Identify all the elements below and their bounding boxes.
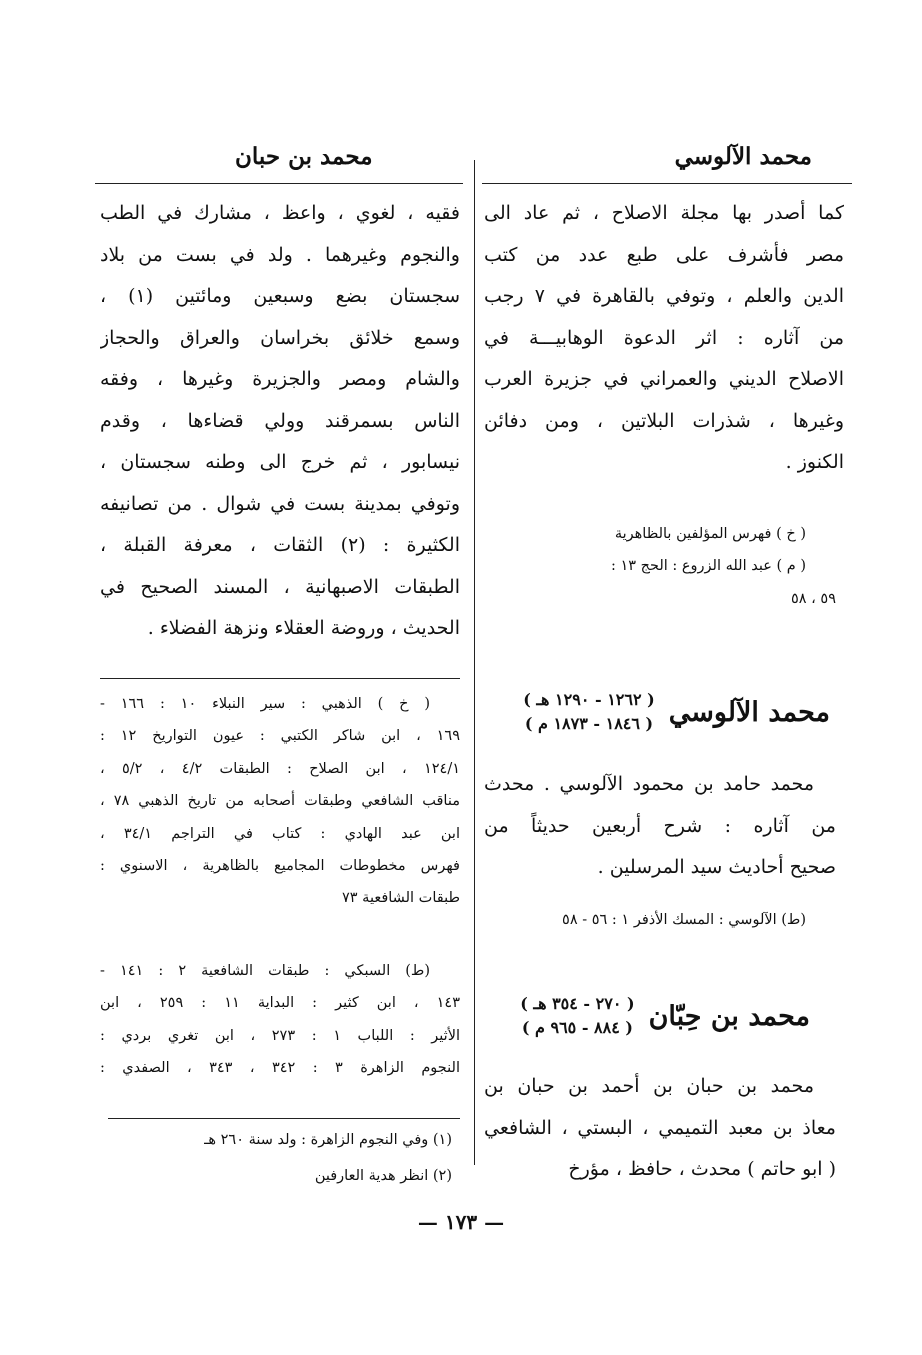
entry-body <box>484 764 836 889</box>
body-line: محمد حامد بن محمود الآلوسي . محدث <box>484 773 814 795</box>
entry-separator-left <box>100 678 460 679</box>
body-line: ( ابو حاتم ) محدث ، حافظ ، مؤرخ <box>568 1158 836 1180</box>
citation-line: طبقات الشافعية ٧٣ <box>342 890 460 907</box>
citation-line: (ط) الآلوسي : المسك الأذفر ١ : ٥٦ - ٥٨ <box>562 912 806 928</box>
dates-hijri: ( ٢٧٠ - ٣٥٤ هـ ) <box>520 994 635 1013</box>
body-line: صحيح أحاديث سيد المرسلين . <box>597 856 836 878</box>
left-citations-1 <box>100 688 460 915</box>
body-line: الطبقات الاصبهانية ، المسند الصحيح في <box>100 575 460 598</box>
left-citations-2 <box>100 955 460 1085</box>
citation-line: الأثير : اللباب ١ : ٢٧٣ ، ابن تغري بردي : <box>100 1027 460 1044</box>
body-line: فقيه ، لغوي ، واعظ ، مشارك في الطب <box>100 202 460 224</box>
entry-dates <box>523 688 655 736</box>
citation-line: ١٦٩ ، ابن شاكر الكتبي : عيون التواريخ ١٢ : <box>100 728 460 745</box>
citation-line: فهرس مخطوطات المجاميع بالظاهرية ، الاسنوي : <box>100 857 460 874</box>
body-line: الكنوز . <box>785 451 844 473</box>
body-line: والنجوم وغيرهما . ولد في بست من بلاد <box>100 243 460 266</box>
page-number: — ١٧٣ — <box>417 1210 505 1234</box>
entry-heading <box>520 992 810 1040</box>
body-line: الكثيرة : (٢) الثقات ، معرفة القبلة ، <box>100 534 460 556</box>
citation-line: مناقب الشافعي وطبقات أصحابه من تاريخ الذهبي ٧٨ ، <box>100 793 460 810</box>
body-line: الاصلاح الديني والعمراني في جزيرة العرب <box>484 368 844 390</box>
body-line: وتوفي بمدينة بست في شوال . من تصانيفه <box>100 492 460 515</box>
body-line: سجستان بضع وسبعين ومائتين (١) ، <box>100 285 460 307</box>
citation-line: ١٢٤/١ ، ابن الصلاح : الطبقات ٤/٢ ، ٥/٢ ، <box>100 760 460 777</box>
body-line: كما أصدر بها مجلة الاصلاح ، ثم عاد الى <box>484 202 844 224</box>
body-line: من آثاره : اثر الدعوة الوهابيـــة في <box>484 326 844 349</box>
citation-line: ( خ ) الذهبي : سير النبلاء ١٠ : ١٦٦ - <box>100 696 430 712</box>
body-line: الدين والعلم ، وتوفي بالقاهرة في ٧ رجب <box>484 285 844 307</box>
entry-body <box>484 1066 836 1191</box>
body-line: من آثاره : شرح أربعين حديثاً من <box>484 814 836 837</box>
entry-name: محمد بن حِبّان <box>648 1000 810 1032</box>
entry-heading <box>523 688 830 736</box>
column-divider <box>474 160 475 1165</box>
entry-dates <box>520 992 634 1040</box>
body-line: معاذ بن معبد التميمي ، البستي ، الشافعي <box>484 1116 836 1139</box>
right-citations-1 <box>484 518 836 615</box>
dates-gregorian: ( ١٨٤٦ - ١٨٧٣ م ) <box>524 714 654 733</box>
footnote-rule <box>108 1118 460 1119</box>
header-rule-left <box>95 183 463 184</box>
body-line: والشام ومصر والجزيرة وغيرها ، وفقه <box>100 368 460 390</box>
running-header-right: محمد الآلوسي <box>674 143 812 170</box>
entry-citation <box>484 904 806 936</box>
citation-line: ابن عبد الهادي : كتاب في التراجم ٣٤/١ ، <box>100 825 460 842</box>
footnote-1: (١) وفي النجوم الزاهرة : ولد سنة ٢٦٠ هـ <box>204 1132 452 1148</box>
dates-hijri: ( ١٢٦٢ - ١٢٩٠ هـ ) <box>523 690 655 709</box>
body-line: الناس بسمرقند وولي قضاءها ، وقدم <box>100 409 460 432</box>
entry-name: محمد الآلوسي <box>668 696 830 728</box>
body-line: الحديث ، وروضة العقلاء ونزهة الفضلاء . <box>147 617 460 639</box>
right-column <box>484 193 844 484</box>
body-line: وسمع خلائق بخراسان والعراق والحجاز <box>100 326 460 349</box>
dates-gregorian: ( ٨٨٤ - ٩٦٥ م ) <box>521 1018 633 1037</box>
citation-line: ( خ ) فهرس المؤلفين بالظاهرية <box>614 526 806 542</box>
running-header-left: محمد بن حبان <box>235 143 373 170</box>
citation-line: النجوم الزاهرة ٣ : ٣٤٢ ، ٣٤٣ ، الصفدي : <box>100 1060 460 1077</box>
citation-line: ٥٩ ، ٥٨ <box>790 590 836 607</box>
body-line: محمد بن حبان بن أحمد بن حبان بن <box>484 1075 814 1097</box>
citation-line: ١٤٣ ، ابن كثير : البداية ١١ : ٢٥٩ ، ابن <box>100 995 460 1012</box>
body-line: مصر فأشرف على طبع عدد من كتب <box>484 243 844 266</box>
citation-line: (ط) السبكي : طبقات الشافعية ٢ : ١٤١ - <box>100 963 430 979</box>
body-line: وغيرها ، شذرات البلاتين ، ومن دفائن <box>484 409 844 432</box>
citation-line: ( م ) عبد الله الزروع : الحج ١٣ : <box>610 558 806 575</box>
left-column <box>100 193 460 650</box>
header-rule-right <box>482 183 852 184</box>
footnote-2: (٢) انظر هدية العارفين <box>314 1168 452 1184</box>
body-line: نيسابور ، ثم خرج الى وطنه سجستان ، <box>100 451 460 473</box>
